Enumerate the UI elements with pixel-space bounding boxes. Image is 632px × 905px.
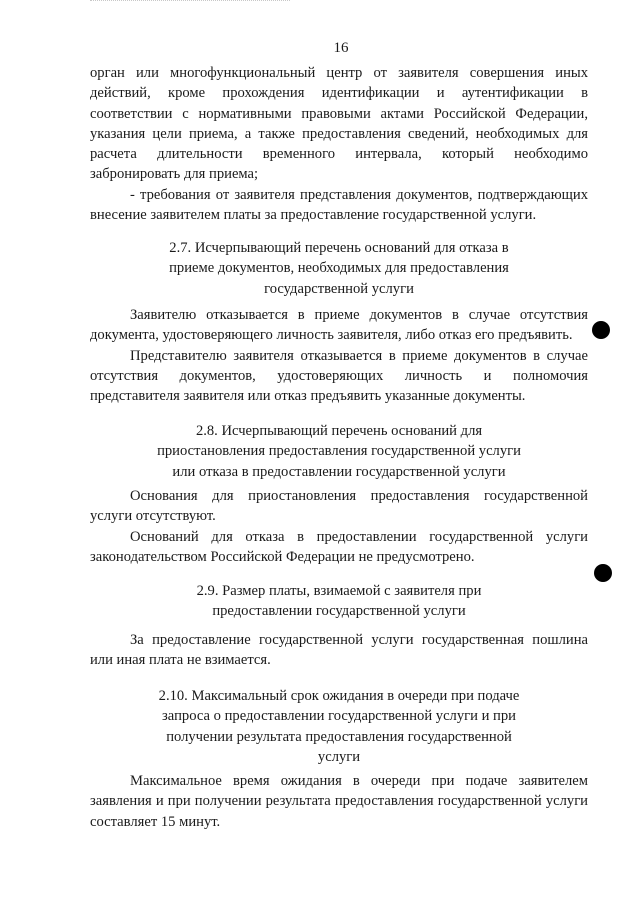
heading-line: приеме документов, необходимых для предоставления (169, 260, 509, 277)
heading-line: или отказа в предоставлении государственной услуги (172, 463, 506, 480)
section-heading-2-10 (90, 686, 588, 767)
heading-line: услуги (317, 748, 361, 765)
heading-line: 2.8. Исчерпывающий перечень оснований для (195, 423, 483, 439)
section-heading-2-7 (90, 238, 588, 299)
heading-line: приостановления предоставления государственной услуги (157, 443, 521, 460)
punch-hole-mark (592, 321, 610, 339)
intro-block (90, 63, 588, 225)
paragraph: орган или многофункциональный центр от заявителя совершения иных действий, кроме прохождения идентификации и аутентификации в соответствии с нормативными правовыми актами Российской Федерации, указания цели приема, а также предоставления сведений, необходимых для расчета длительности временного интервала, который необходимо забронировать для приема; (90, 65, 588, 183)
heading-line: запроса о предоставлении государственной услуги и при (162, 708, 516, 725)
section-body-2-8 (90, 486, 588, 567)
heading-line: государственной услуги (264, 280, 414, 297)
section-body-2-7 (90, 305, 588, 406)
section-heading-2-8 (90, 421, 588, 482)
paragraph: Оснований для отказа в предоставлении государственной услуги законодательством Российской Федерации не предусмотрено. (90, 528, 588, 565)
scan-artifact (90, 0, 290, 3)
heading-line: 2.7. Исчерпывающий перечень оснований для отказа в (169, 240, 509, 256)
section-body-2-9 (90, 630, 588, 671)
punch-hole-mark (594, 564, 612, 582)
section-body-2-10 (90, 771, 588, 832)
paragraph: Максимальное время ожидания в очереди при подаче заявителем заявления и при получении результата предоставления государственной услуги составляет 15 минут. (90, 773, 588, 830)
heading-line: 2.10. Максимальный срок ожидания в очереди при подаче (158, 688, 520, 704)
heading-line: 2.9. Размер платы, взимаемой с заявителя при (196, 583, 482, 599)
heading-line: предоставлении государственной услуги (212, 603, 466, 620)
page-number: 16 (333, 40, 349, 56)
paragraph: За предоставление государственной услуги государственная пошлина или иная плата не взимается. (90, 632, 588, 669)
paragraph: Основания для приостановления предоставления государственной услуги отсутствуют. (90, 488, 588, 525)
section-heading-2-9 (90, 581, 588, 622)
paragraph: - требования от заявителя представления документов, подтверждающих внесение заявителем платы за предоставление государственной услуги. (90, 186, 588, 224)
paragraph: Заявителю отказывается в приеме документов в случае отсутствия документа, удостоверяющего личность заявителя, либо отказ его предъявить. (90, 307, 588, 344)
heading-line: получении результата предоставления государственной (166, 728, 512, 745)
paragraph: Представителю заявителя отказывается в приеме документов в случае отсутствия документов, удостоверяющих личность и полномочия представителя заявителя или отказ предъявить указанные документы. (90, 347, 588, 405)
